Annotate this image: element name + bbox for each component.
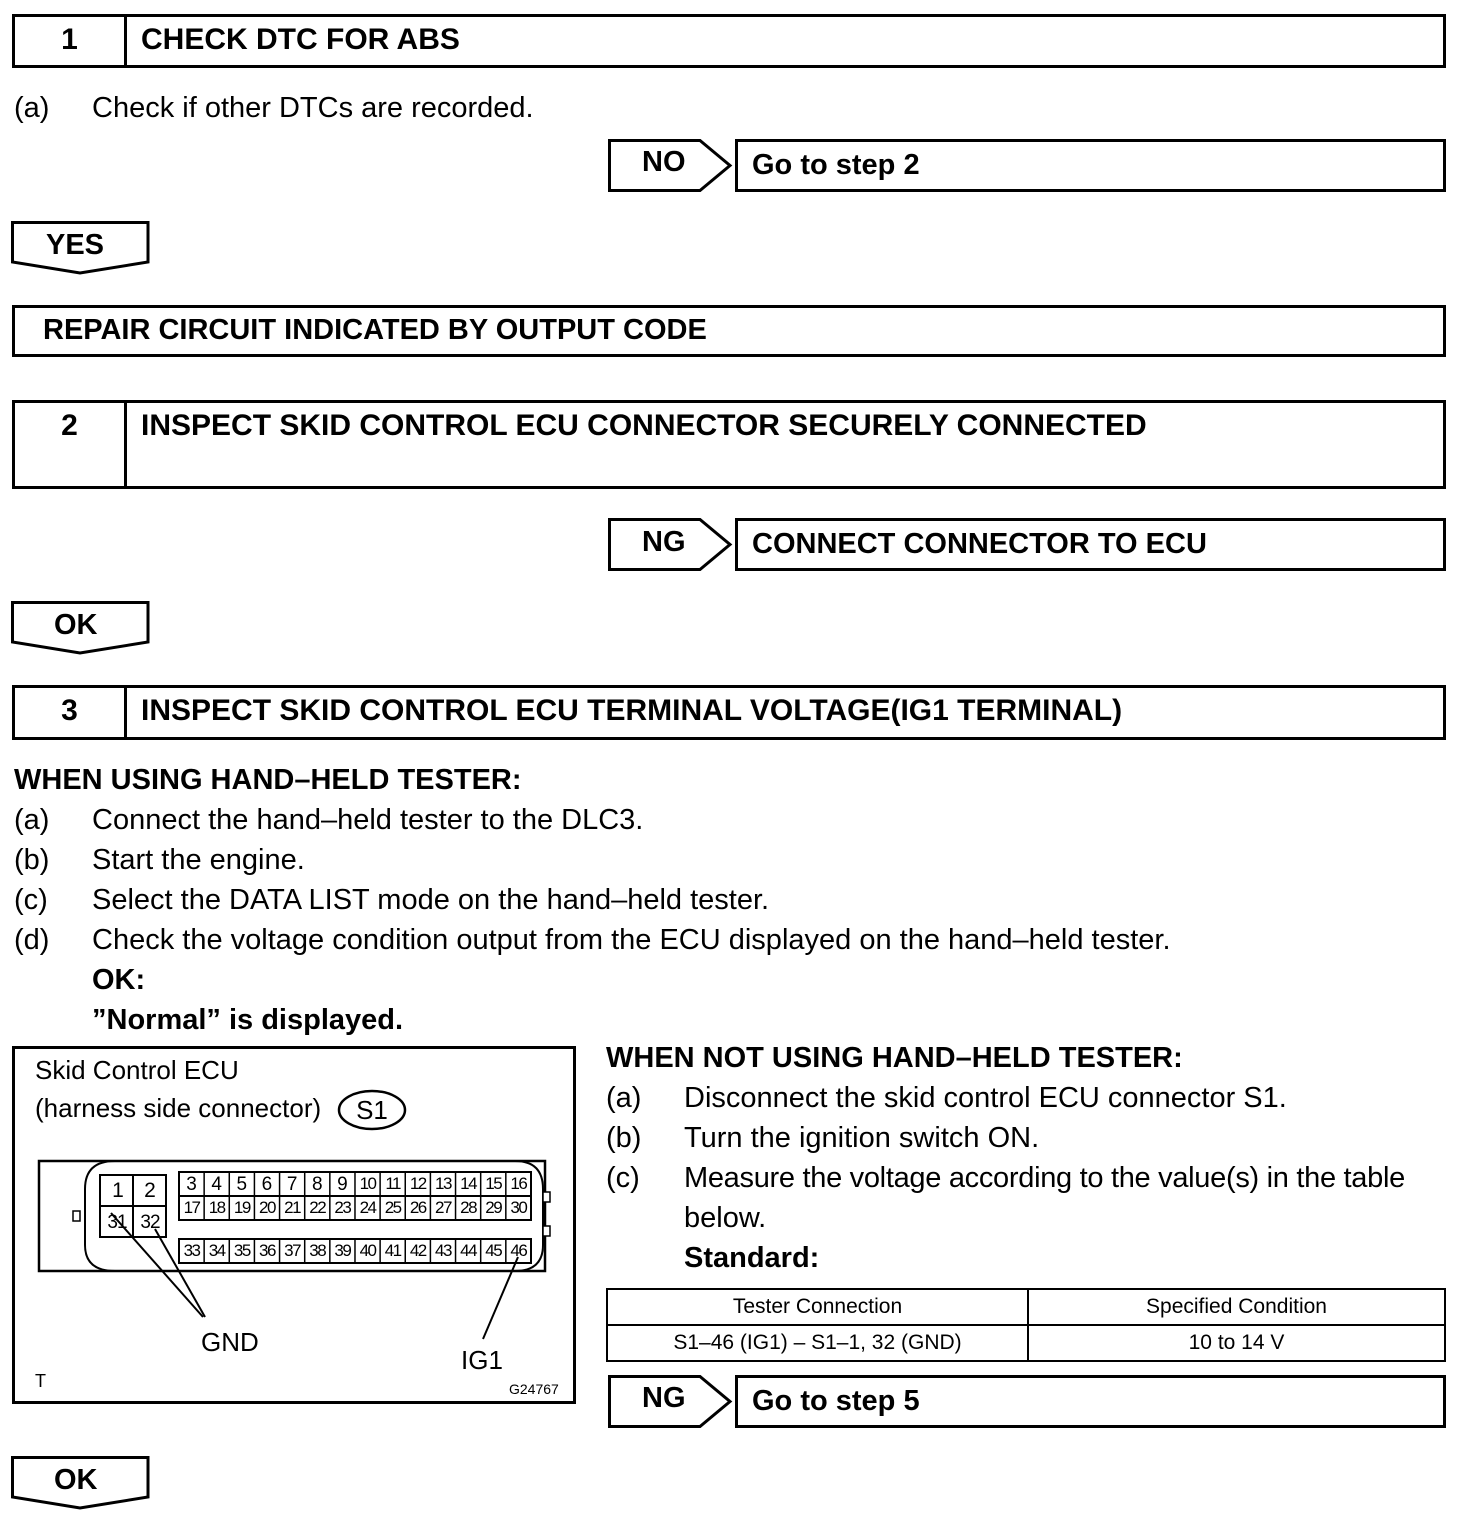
pin-label: 19	[233, 1198, 250, 1217]
standard-label: Standard:	[684, 1242, 820, 1274]
pin-label: 25	[384, 1198, 401, 1217]
pin-label: 44	[460, 1241, 477, 1260]
pin-label: 29	[485, 1198, 502, 1217]
repair-box	[12, 305, 1446, 357]
diagram-subtitle: (harness side connector)	[35, 1093, 322, 1123]
instruction-label: (a)	[14, 92, 50, 124]
connector-badge-text: S1	[356, 1095, 388, 1125]
pin-label: 15	[485, 1174, 502, 1193]
ok-label: OK	[54, 1464, 98, 1496]
pin-label: 17	[183, 1198, 200, 1217]
pin-label: 10	[359, 1174, 376, 1193]
pin-label: 45	[485, 1241, 502, 1260]
step-3-header	[12, 685, 1446, 740]
ng-label: NG	[642, 1382, 686, 1414]
pin-label: 20	[259, 1198, 275, 1217]
step-number: 3	[15, 688, 127, 737]
step-title: INSPECT SKID CONTROL ECU TERMINAL VOLTAGE(IG1 TERMINAL)	[141, 694, 1123, 727]
step-title: CHECK DTC FOR ABS	[141, 23, 460, 56]
no-tester-item-label: (b)	[606, 1122, 642, 1154]
tester-item-text: Start the engine.	[92, 844, 305, 876]
pin-label: 32	[140, 1212, 160, 1233]
pin-label: 18	[208, 1198, 225, 1217]
ok-criteria-text: ”Normal” is displayed.	[92, 1004, 404, 1036]
pin-label: 16	[510, 1174, 527, 1193]
instruction-text: Check if other DTCs are recorded.	[92, 92, 534, 124]
pin-label: 2	[144, 1179, 156, 1202]
pin-label: 39	[334, 1241, 351, 1260]
pin-label: 9	[337, 1174, 348, 1195]
step-title: INSPECT SKID CONTROL ECU CONNECTOR SECURELY CONNECTED	[141, 409, 1147, 442]
yes-label: YES	[46, 229, 105, 261]
pin-label: 24	[359, 1198, 376, 1217]
pin-label: 8	[311, 1174, 323, 1195]
tester-item-text: Connect the hand–held tester to the DLC3.	[92, 804, 644, 836]
no-tester-item-text: Measure the voltage according to the value(s) in the table	[684, 1162, 1405, 1194]
pin-label: 22	[309, 1198, 326, 1217]
no-tester-item-label: (a)	[606, 1082, 642, 1114]
tester-item-text: Select the DATA LIST mode on the hand–held tester.	[92, 884, 770, 916]
no-tester-item-text: Turn the ignition switch ON.	[684, 1122, 1040, 1154]
pin-label: 12	[409, 1174, 426, 1193]
pin-label: 4	[211, 1174, 222, 1195]
corner-mark: T	[35, 1371, 46, 1391]
pin-label: 37	[284, 1241, 301, 1260]
pin-label: 6	[261, 1174, 273, 1195]
pin-label: 33	[183, 1241, 200, 1260]
pin-label: 5	[236, 1174, 248, 1195]
spec-table-row	[607, 1325, 1445, 1361]
tester-heading: WHEN USING HAND–HELD TESTER:	[14, 764, 522, 796]
ok-criteria-label: OK:	[92, 964, 146, 996]
spec-header-cell: Specified Condition	[1028, 1289, 1445, 1325]
ng-result-text: Go to step 5	[752, 1385, 920, 1417]
pin-label: 3	[186, 1174, 197, 1195]
pin-label: 41	[384, 1241, 401, 1260]
tester-item-label: (c)	[14, 884, 48, 916]
no-result-text: Go to step 2	[752, 149, 920, 181]
no-tester-heading: WHEN NOT USING HAND–HELD TESTER:	[606, 1042, 1183, 1074]
pin-label: 26	[409, 1198, 426, 1217]
pin-label: 11	[385, 1174, 400, 1193]
pin-label: 27	[434, 1198, 451, 1217]
ig1-label: IG1	[461, 1345, 503, 1375]
no-tester-item-label: (c)	[606, 1162, 640, 1194]
ok-label: OK	[54, 609, 98, 641]
step-2-header	[12, 400, 1446, 489]
pin-label: 43	[434, 1241, 451, 1260]
step-number: 2	[15, 403, 127, 486]
pin-label: 30	[510, 1198, 527, 1217]
gnd-label: GND	[201, 1327, 259, 1357]
repair-text: REPAIR CIRCUIT INDICATED BY OUTPUT CODE	[43, 314, 707, 346]
tester-item-label: (a)	[14, 804, 50, 836]
pin-label: 23	[334, 1198, 351, 1217]
pin-label: 38	[309, 1241, 326, 1260]
pin-label: 36	[259, 1241, 275, 1260]
pin-label: 13	[434, 1174, 451, 1193]
pin-label: 35	[233, 1241, 250, 1260]
connector-diagram	[12, 1046, 576, 1404]
spec-header-cell: Tester Connection	[607, 1289, 1028, 1325]
pin-label: 7	[286, 1174, 298, 1195]
ng-label: NG	[642, 526, 686, 558]
ng-result-box	[735, 518, 1446, 571]
spec-cell: S1–46 (IG1) – S1–1, 32 (GND)	[607, 1325, 1028, 1361]
pin-label: 14	[460, 1174, 477, 1193]
no-tester-item-text: Disconnect the skid control ECU connector S1.	[684, 1082, 1287, 1114]
tester-item-text: Check the voltage condition output from the ECU displayed on the hand–held tester.	[92, 924, 1171, 956]
pin-label: 21	[284, 1198, 301, 1217]
pin-label: 31	[107, 1212, 127, 1233]
diagram-title: Skid Control ECU	[35, 1055, 239, 1085]
step-number: 1	[15, 17, 127, 65]
spec-cell: 10 to 14 V	[1028, 1325, 1445, 1361]
ng-result-box	[735, 1375, 1446, 1428]
spec-table-header-row	[607, 1289, 1445, 1325]
step-1-header	[12, 14, 1446, 68]
tester-item-label: (b)	[14, 844, 50, 876]
pin-label: 28	[460, 1198, 477, 1217]
spec-table	[606, 1288, 1446, 1362]
pin-label: 34	[208, 1241, 225, 1260]
pin-label: 42	[409, 1241, 426, 1260]
tester-item-label: (d)	[14, 924, 50, 956]
no-tester-item-text-cont: below.	[684, 1202, 767, 1234]
no-result-box	[735, 139, 1446, 192]
ng-result-text: CONNECT CONNECTOR TO ECU	[752, 528, 1207, 560]
pin-label: 46	[510, 1241, 527, 1260]
figure-id: G24767	[509, 1381, 559, 1397]
no-label: NO	[642, 146, 686, 178]
pin-label: 1	[112, 1179, 124, 1202]
pin-label: 40	[359, 1241, 376, 1260]
